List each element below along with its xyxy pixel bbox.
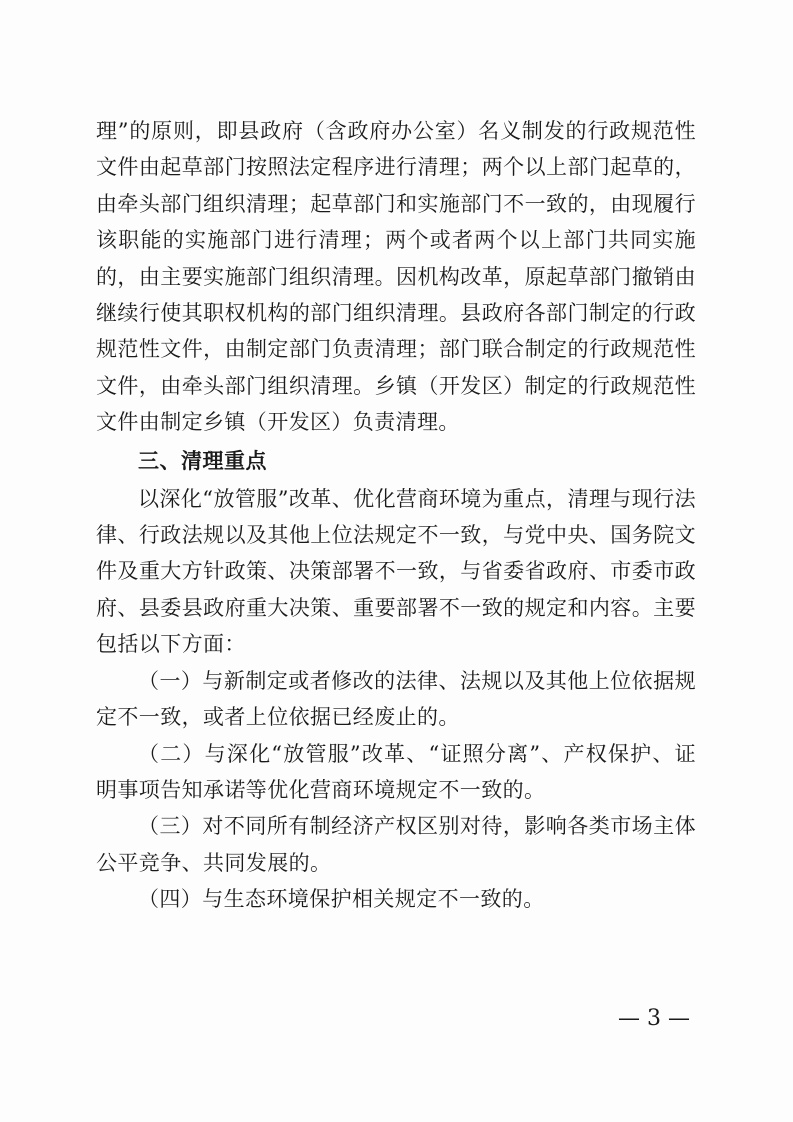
list-item-1: （一）与新制定或者修改的法律、法规以及其他上位依据规定不一致，或者上位依据已经废止的。 xyxy=(96,668,696,730)
paragraph-responsibility: 理”的原则，即县政府（含政府办公室）名义制发的行政规范性文件由起草部门按照法定程序进行清理；两个以上部门起草的，由牵头部门组织清理；起草部门和实施部门不一致的，由现履行该职能的实施部门进行清理；两个或者两个以上部门共同实施的，由主要实施部门组织清理。因机构改革，原起草部门撤销由继续行使其职权机构的部门组织清理。县政府各部门制定的行政规范性文件，由制定部门负责清理；部门联合制定的行政规范性文件，由牵头部门组织清理。乡镇（开发区）制定的行政规范性文件由制定乡镇（开发区）负责清理。 xyxy=(96,119,696,435)
document-body xyxy=(96,113,696,918)
list-item-4: （四）与生态环境保护相关规定不一致的。 xyxy=(138,887,545,912)
section-heading-cleanup-focus: 三、清理重点 xyxy=(138,448,267,473)
paragraph-cleanup-focus: 以深化“放管服”改革、优化营商环境为重点，清理与现行法律、行政法规以及其他上位法规定不一致，与党中央、国务院文件及重大方针政策、决策部署不一致，与省委省政府、市委市政府、县委县政府重大决策、重要部署不一致的规定和内容。主要包括以下方面： xyxy=(96,486,696,657)
page-number: — 3 — xyxy=(618,1006,690,1031)
list-item-3: （三）对不同所有制经济产权区别对待，影响各类市场主体公平竞争、共同发展的。 xyxy=(96,814,696,875)
list-item-2: （二）与深化“放管服”改革、“证照分离”、产权保护、证明事项告知承诺等优化营商环境规定不一致的。 xyxy=(96,741,696,802)
